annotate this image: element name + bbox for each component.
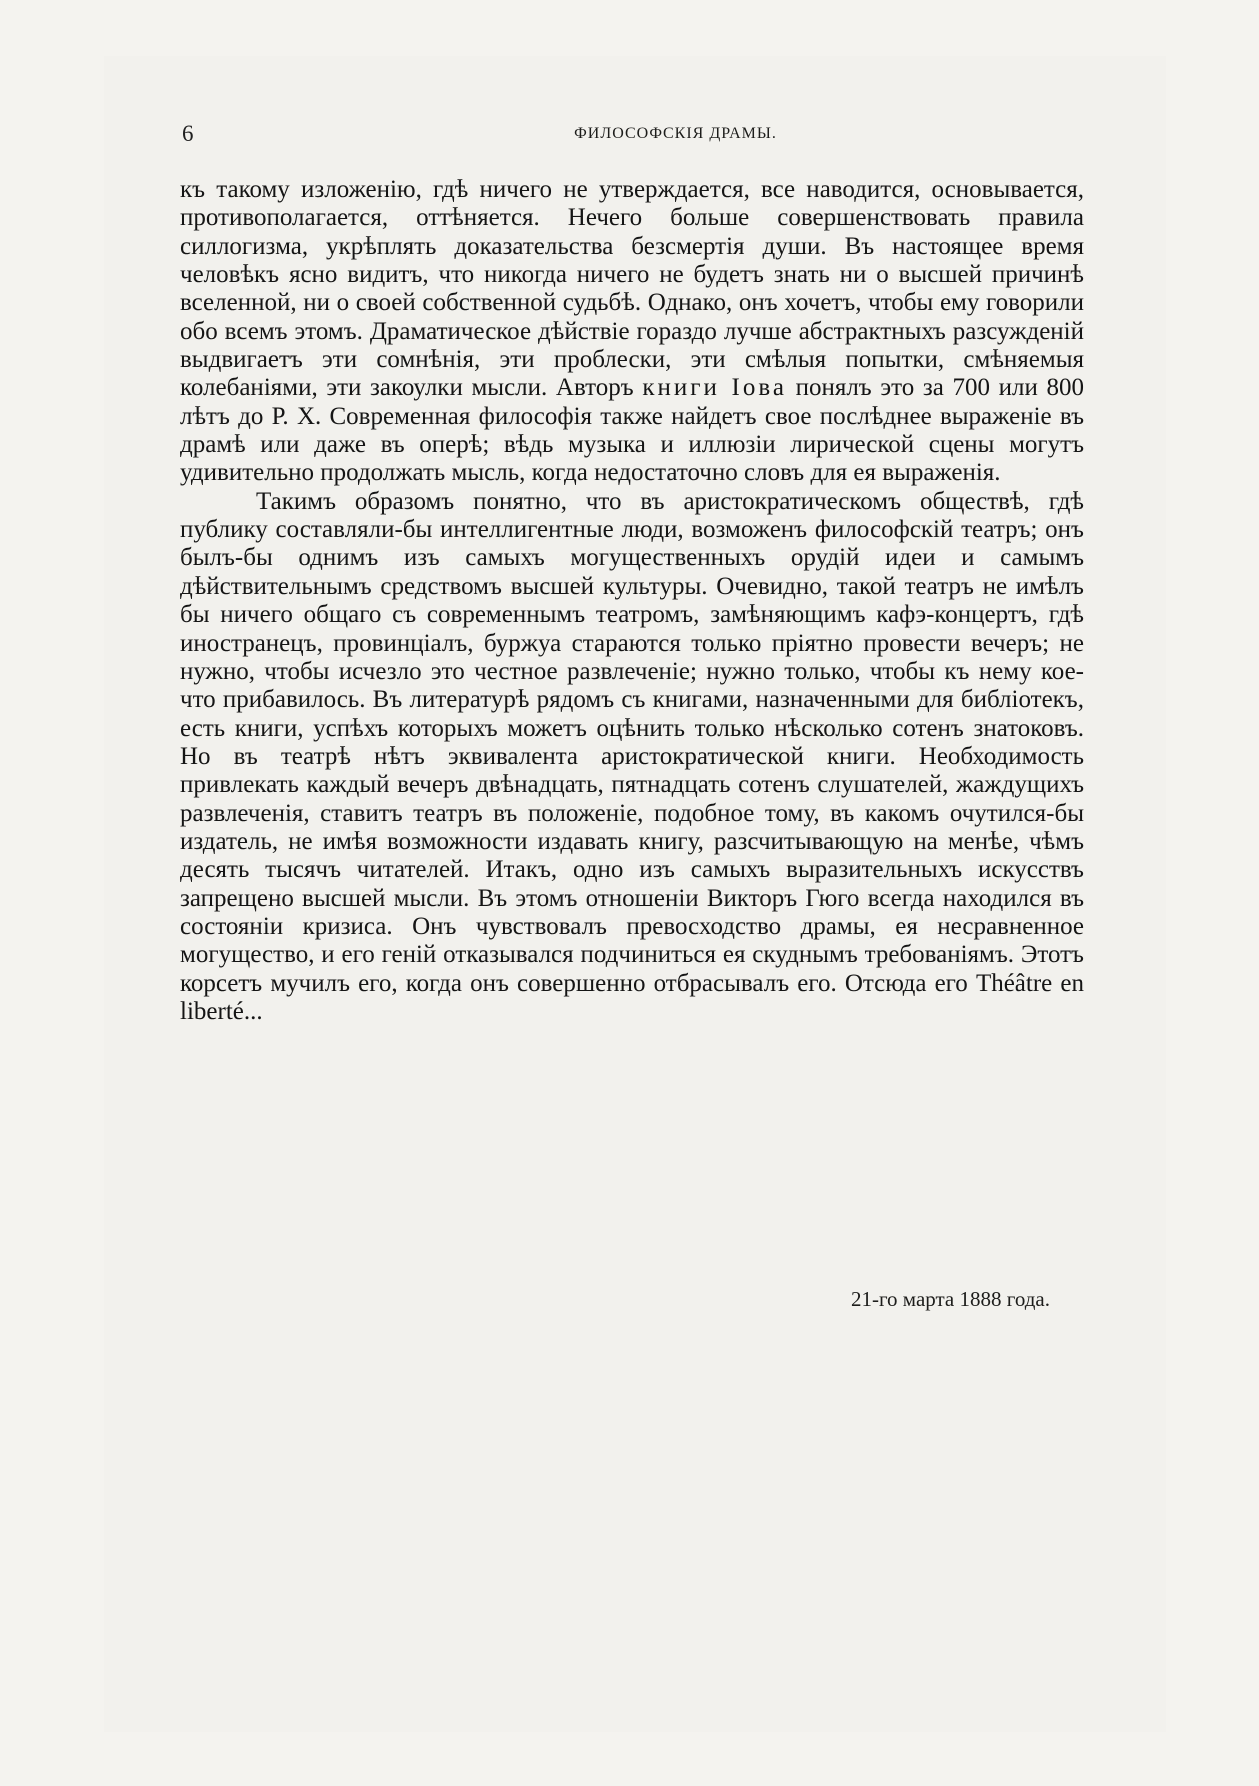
page-number: 6 [182, 121, 194, 146]
running-title: ФИЛОСОФСКІЯ ДРАМЫ. [574, 125, 777, 142]
paragraph-1-text-end: понялъ это за 700 или 800 лѣтъ до Р. X. Современная философія также найдетъ свое послѣднее выраженіе въ драмѣ или даже въ оперѣ; вѣдь музыка и иллюзіи лирической сцены могутъ удивительно продолжать мысль, когда недостаточно словъ для ея выраженія. [180, 374, 1084, 487]
page-header [178, 120, 1083, 152]
date-line: 21-го марта 1888 года. [850, 1287, 1050, 1311]
paragraph-2: Такимъ образомъ понятно, что въ аристократическомъ обществѣ, гдѣ публику составляли-бы интеллигентные люди, возможенъ философскій театръ; онъ былъ-бы однимъ изъ самыхъ могущественныхъ орудій идеи и самымъ дѣйствительнымъ средствомъ высшей культуры. Очевидно, такой театръ не имѣлъ бы ничего общаго съ современнымъ театромъ, замѣняющимъ кафэ-концертъ, гдѣ иностранецъ, провинціалъ, буржуа стараются только пріятно провести вечеръ; не нужно, чтобы исчезло это честное развлеченіе; нужно только, чтобы къ нему кое-что прибавилось. Въ литературѣ рядомъ съ книгами, назначенными для библіотекъ, есть книги, успѣхъ которыхъ можетъ оцѣнить только нѣсколько сотенъ знатоковъ. Но въ театрѣ нѣтъ эквивалента аристократической книги. Необходимость привлекать каждый вечеръ двѣнадцать, пятнадцать сотенъ слушателей, жаждущихъ развлеченія, ставитъ театръ въ положеніе, подобное тому, въ какомъ очутился-бы издатель, не имѣя возможности издавать книгу, разсчитывающую на менѣе, чѣмъ десять тысячъ читателей. Итакъ, одно изъ самыхъ выразительныхъ искусствъ запрещено высшей мысли. Въ этомъ отношеніи Викторъ Гюго всегда находился въ состояніи кризиса. Онъ чувствовалъ превосходство драмы, ея несравненное могущество, и его геній отказывался подчиниться ея скуднымъ требованіямъ. Этотъ корсетъ мучилъ его, когда онъ совершенно отбрасывалъ его. Отсюда его Théâtre en liberté... [180, 487, 1084, 1025]
paragraph-1-text-start: къ такому изложенію, гдѣ ничего не утверждается, все наводится, основывается, противополагается, оттѣняется. Нечего больше совершенствовать правила силлогизма, укрѣплять доказательства безсмертія души. Въ настоящее время человѣкъ ясно видитъ, что никогда ничего не будетъ знать ни о высшей причинѣ вселенной, ни о своей собственной судьбѣ. Однако, онъ хочетъ, чтобы ему говорили обо всемъ этомъ. Драматическое дѣйствіе гораздо лучше абстрактныхъ разсужденій выдвигаетъ эти сомнѣнія, эти проблески, эти смѣлыя попытки, смѣняемыя колебаніями, эти закоулки мысли. Авторъ [180, 176, 1084, 402]
body-text [180, 176, 1084, 1026]
emphasized-book-title: книги Іова [642, 374, 787, 402]
paragraph-1 [180, 176, 1084, 488]
